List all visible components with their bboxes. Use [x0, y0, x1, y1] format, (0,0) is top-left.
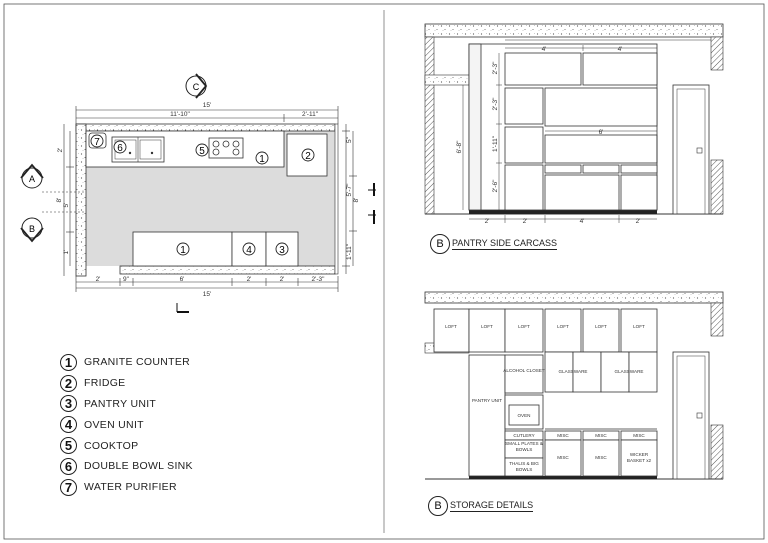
carcass-dim-2-3b: 2'-3"	[492, 97, 499, 111]
legend-item	[60, 456, 320, 477]
legend-item	[60, 414, 320, 435]
carcass-dim-6-8: 6'-8"	[456, 140, 463, 154]
carcass-title-tag: B	[430, 234, 450, 254]
carcass-title	[430, 234, 557, 254]
legend-label: WATER PURIFIER	[84, 481, 177, 494]
carcass-dim-bot-2a: 2'	[484, 218, 490, 225]
legend-label: FRIDGE	[84, 377, 126, 390]
dim-bottom-2: 2'	[95, 276, 101, 283]
right-wall	[335, 124, 338, 274]
bottom-wall	[120, 266, 335, 274]
storage-glassware-1: GLASSWARE	[558, 369, 588, 374]
dim-bottom-6: 6'	[179, 276, 185, 283]
dim-bottom-2c: 2'	[279, 276, 285, 283]
dim-left-5: 5'	[63, 202, 70, 208]
legend-item	[60, 373, 320, 394]
storage-small-plates: SMALL PLATES & BOWLS	[505, 441, 543, 452]
carcass-dim-top-4a: 4'	[541, 46, 547, 53]
carcass-dim-mid-6: 6'	[598, 129, 604, 136]
storage-loft-4: LOFT	[557, 324, 569, 329]
dim-bottom-2-3: 2'-3"	[311, 276, 325, 283]
legend-label: COOKTOP	[84, 439, 139, 452]
plan-tag-1-top: 1	[259, 154, 265, 165]
dim-right-5: 5"	[346, 137, 353, 143]
storage-misc-1: MISC	[557, 433, 569, 438]
carcass-title-text: PANTRY SIDE CARCASS	[452, 238, 558, 248]
storage-misc-5: MISC	[595, 455, 607, 460]
legend-number: 1	[60, 354, 77, 371]
plan-tag-6: 6	[117, 143, 123, 154]
storage-loft-5: LOFT	[595, 324, 607, 329]
plan-tag-2: 2	[305, 151, 311, 162]
legend-item	[60, 352, 320, 373]
dim-overall-top: 15'	[202, 102, 212, 109]
dim-left-1: 1'	[63, 249, 70, 255]
carcass-dim-bot-2b: 2'	[522, 218, 528, 225]
dim-left-8: 8'	[56, 197, 63, 203]
legend-number: 3	[60, 395, 77, 412]
dim-bottom-2b: 2'	[246, 276, 252, 283]
plan-tag-1-bottom: 1	[180, 245, 186, 256]
dim-left-2: 2'	[57, 147, 64, 153]
dim-right-1-11: 1'-11"	[346, 243, 353, 261]
legend-label: PANTRY UNIT	[84, 397, 157, 410]
plan-tag-4: 4	[246, 245, 252, 256]
storage-loft-6: LOFT	[633, 324, 645, 329]
legend-number: 7	[60, 479, 77, 496]
kitchen-floor-plan	[21, 74, 376, 312]
storage-title-tag: B	[428, 496, 448, 516]
svg-text:A: A	[28, 174, 36, 184]
legend	[60, 352, 320, 498]
storage-loft-3: LOFT	[518, 324, 530, 329]
legend-number: 6	[60, 458, 77, 475]
legend-item	[60, 477, 320, 498]
legend-number: 5	[60, 437, 77, 454]
storage-wicker: WICKER BASKET x2	[626, 452, 652, 463]
storage-title-text: STORAGE DETAILS	[450, 500, 534, 510]
storage-oven: OVEN	[517, 413, 531, 418]
dim-right-8: 8'	[353, 197, 360, 203]
plan-tag-7: 7	[94, 137, 100, 148]
left-wall	[76, 124, 86, 276]
dim-top-right: 2'-11"	[301, 111, 319, 118]
storage-loft-2: LOFT	[481, 324, 493, 329]
carcass-dim-bot-2c: 2'	[635, 218, 641, 225]
storage-alcohol-closet: ALCOHOL CLOSET	[503, 368, 545, 373]
carcass-dim-2-6: 2'-6"	[492, 179, 499, 193]
storage-title	[428, 496, 533, 516]
storage-thalis: THALIS & BIG BOWLS	[509, 461, 539, 472]
plan-tag-5: 5	[199, 146, 205, 157]
legend-item	[60, 394, 320, 415]
pantry-carcass-elevation	[425, 24, 723, 225]
section-marker-c	[186, 74, 206, 98]
plan-tag-3: 3	[279, 245, 285, 256]
legend-label: DOUBLE BOWL SINK	[84, 460, 193, 473]
legend-item	[60, 435, 320, 456]
svg-text:B: B	[28, 224, 36, 234]
storage-cutlery: CUTLERY	[513, 433, 535, 438]
carcass-dim-1-11: 1'-11"	[492, 135, 499, 153]
dim-right-5-7: 5'-7"	[346, 183, 353, 197]
legend-number: 4	[60, 416, 77, 433]
svg-text:C: C	[192, 82, 200, 92]
storage-glassware-2: GLASSWARE	[614, 369, 644, 374]
carcass-dim-bot-4: 4'	[579, 218, 585, 225]
storage-misc-3: MISC	[633, 433, 645, 438]
legend-label: GRANITE COUNTER	[84, 356, 191, 369]
legend-label: OVEN UNIT	[84, 418, 144, 431]
legend-number: 2	[60, 375, 77, 392]
storage-misc-4: MISC	[557, 455, 569, 460]
storage-loft-1: LOFT	[445, 324, 457, 329]
dim-overall-bottom: 15'	[202, 291, 212, 298]
storage-pantry-unit: PANTRY UNIT	[471, 398, 503, 403]
carcass-dim-2-3a: 2'-3"	[492, 61, 499, 75]
storage-details-elevation	[425, 292, 723, 479]
dim-bottom-9: 9"	[123, 276, 129, 283]
storage-misc-2: MISC	[595, 433, 607, 438]
top-wall	[76, 124, 335, 131]
dim-top-left: 11'-10"	[170, 111, 190, 118]
carcass-dim-top-4b: 4'	[617, 46, 623, 53]
